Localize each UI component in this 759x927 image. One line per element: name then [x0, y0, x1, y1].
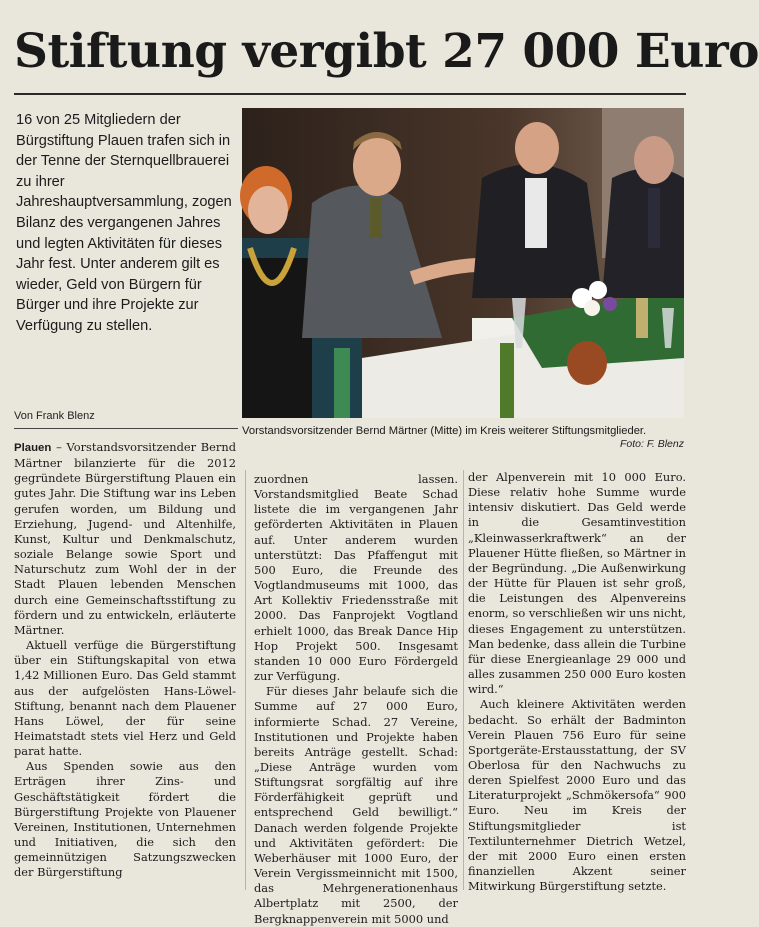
article-column-2 — [254, 472, 458, 926]
article-photo — [242, 108, 684, 418]
column-divider — [463, 470, 464, 890]
paragraph: Für dieses Jahr belaufe sich die Summe auf 27 000 Euro, informierte Schad. 27 Vereine, Institutionen und Projekte haben bereits Anträge gestellt. Schad: „Diese Anträge wurden vom Stiftungsrat sorgfältig auf ihre Förderfähigkeit geprüft und entsprechend Geld bewilligt.“ Danach werden folgende Projekte und Aktivitäten gefördert: Die Weberhäuser mit 1000 Euro, der Verein Vergissmeinnicht mit 1500, das Mehrgenerationenhaus Albertplatz mit 2500, der Bergknappenverein mit 5000 und — [254, 684, 458, 926]
article-column-1 — [14, 440, 236, 900]
headline: Stiftung vergibt 27 000 Euro — [14, 24, 759, 79]
paragraph: Auch kleinere Aktivitäten werden bedacht. So erhält der Badminton Verein Plauen 756 Euro für seine Sportgeräte-Erstausstattung, der SV Oberlosa für den Nachwuchs zu deren Spielfest 2000 Euro und das Literaturprojekt „Schmökersofa“ 900 Euro. Neu im Kreis der Stiftungsmitglieder ist Textilunternehmer Dietrich Wetzel, der mit 2000 Euro einen ersten finanziellen Akzent seiner Mitwirkung Bürgerstiftung setzte. — [468, 697, 686, 894]
dateline: Plauen — [14, 442, 52, 454]
article-column-3 — [468, 470, 686, 900]
paragraph-text: – Vorstandsvorsitzender Bernd Märtner bilanzierte für die 2012 gegründete Bürgerstiftung Plauen ein gutes Jahr. Die Stiftung war ins Leben gerufen worden, um Bildung und Erziehung, Jugend- und Altenhilfe, Kunst, Kultur und Denkmalschutz, soziale Belange sowie Sport und Naturschutz zum Wohl der in der Stadt Plauen lebenden Menschen durch eine Gemeinschaftsstiftung zu fördern und zu entwickeln, erläuterte Märtner. — [14, 440, 236, 637]
byline-rule — [14, 428, 238, 429]
headline-rule — [14, 93, 686, 95]
paragraph: Aus Spenden sowie aus den Erträgen ihrer Zins- und Geschäftstätigkeit fördert die Bürgerstiftung Projekte von Plauener Vereinen, Institutionen, Unternehmen und Initiativen, die sich den gemeinnützigen Satzungszwecken der Bürgerstiftung — [14, 759, 236, 880]
column-divider — [245, 470, 246, 890]
paragraph: Aktuell verfüge die Bürgerstiftung über ein Stiftungskapital von etwa 1,42 Millionen Euro. Das Geld stammt aus der aufgelösten Hans-Löwel-Stiftung, benannt nach dem Plauener Hans Löwel, der für seine Heimatstadt stets viel Herz und Geld parat hatte. — [14, 638, 236, 759]
paragraph: der Alpenverein mit 10 000 Euro. Diese relativ hohe Summe wurde intensiv diskutiert. Das Geld werde in die Gesamtinvestition „Kleinwasserkraftwerk“ an der Plauener Hütte fließen, so Märtner in der Begründung. „Die Außenwirkung der Hütte für Plauen ist sehr groß, die Leistungen des Alpenvereins enorm, so verschließen wir uns nicht, dieses Engagement zu unterstützen. Man bedenke, dass allein die Turbine für diese Energieanlage 29 000 und alles zusammen 250 000 Euro kosten wird.“ — [468, 470, 686, 697]
lead-paragraph: 16 von 25 Mitgliedern der Bürgstiftung Plauen trafen sich in der Tenne der Sternquellbrauerei zu ihrer Jahreshauptversammlung, zogen Bilanz des vergangenen Jahres und legten Aktivitäten für dieses Jahr fest. Unter anderem gilt es wieder, Geld von Bürgern für Bürger und ihre Projekte zur Verfügung zu stellen. — [16, 112, 232, 334]
paragraph: zuordnen lassen. Vorstandsmitglied Beate Schad listete die im vergangenen Jahr geförderten Aktivitäten in Plauen auf. Unter anderem wurden unterstützt: Das Pfaffengut mit 500 Euro, die Freunde des Vogtlandmuseums mit 1000, das Art Kollektiv Friedensstraße mit 2000. Das Fanprojekt Vogtland erhielt 1000, das Break Dance Hip Hop Projekt 500. Insgesamt standen 10 000 Euro Fördergeld zur Verfügung. — [254, 472, 458, 684]
byline: Von Frank Blenz — [14, 410, 95, 422]
photo-caption: Vorstandsvorsitzender Bernd Märtner (Mitte) im Kreis weiterer Stiftungsmitglieder. — [242, 425, 647, 437]
photo-illustration — [242, 108, 684, 418]
paragraph — [14, 440, 236, 638]
photo-credit: Foto: F. Blenz — [619, 438, 684, 450]
